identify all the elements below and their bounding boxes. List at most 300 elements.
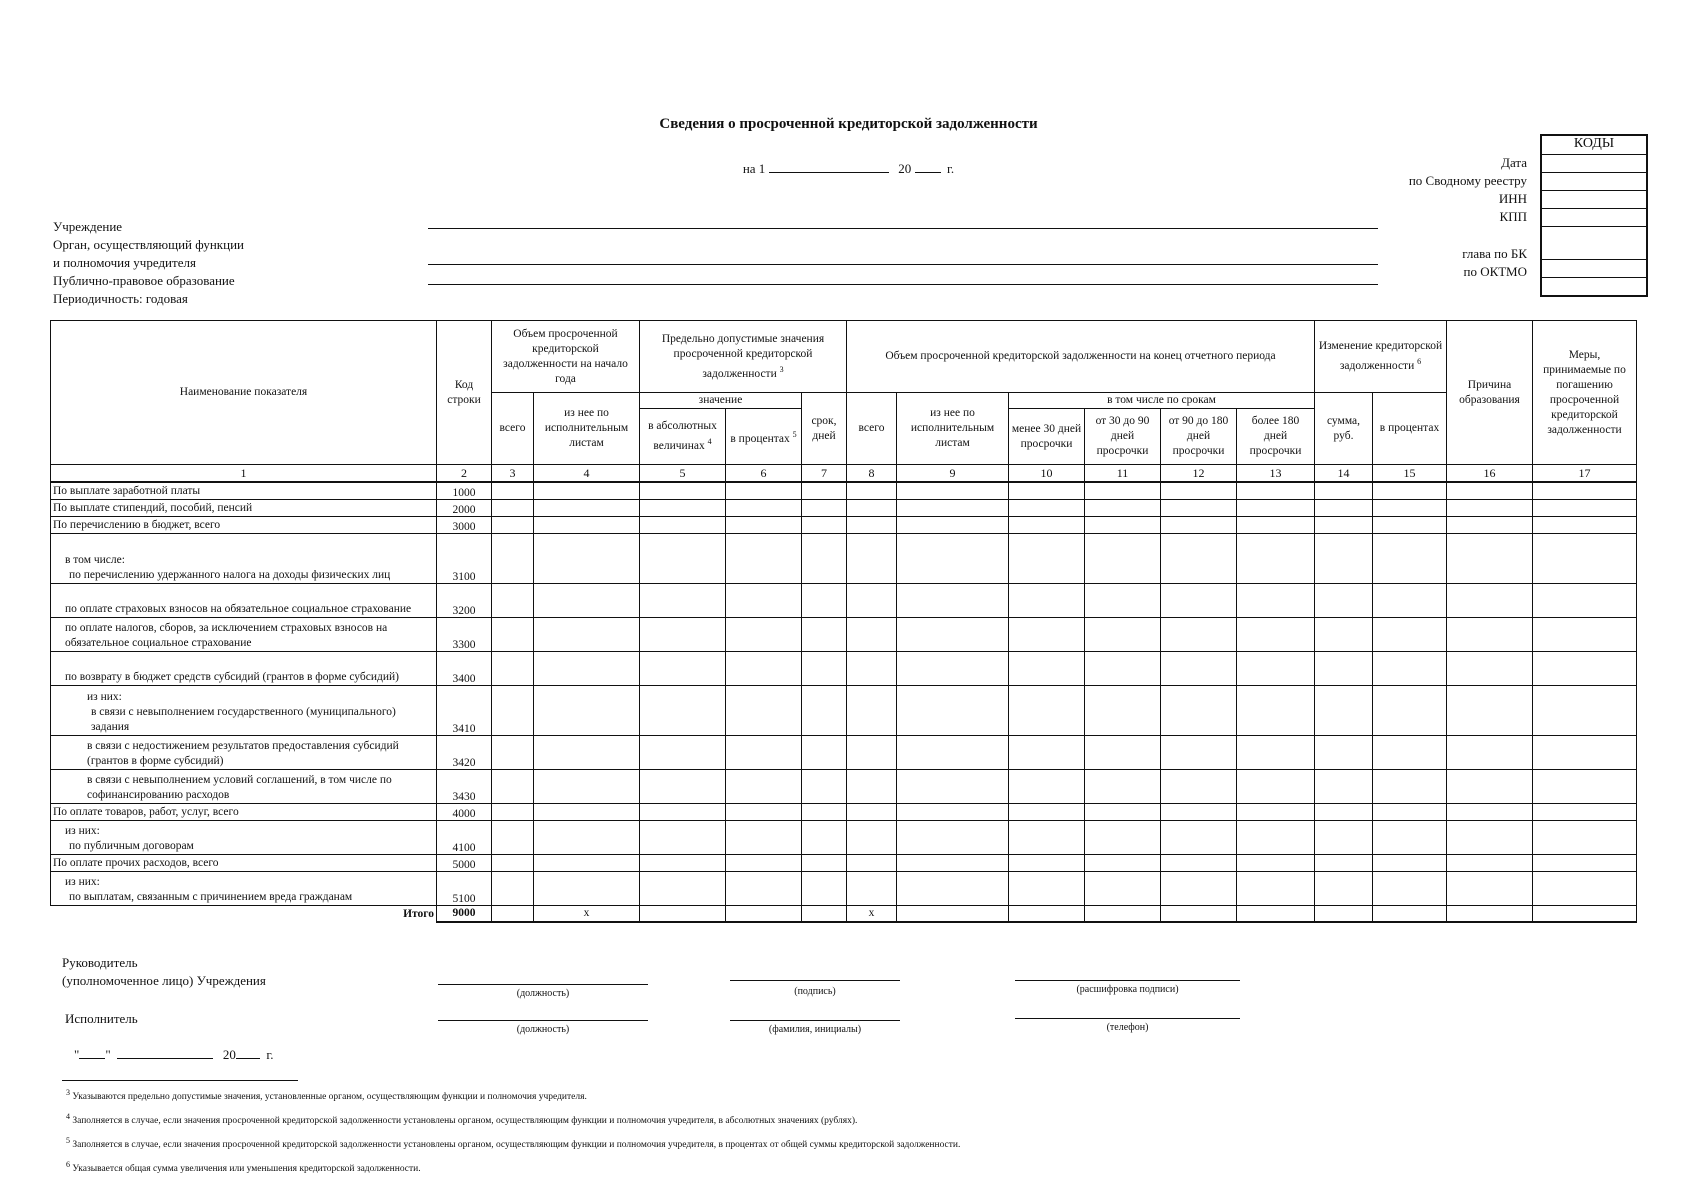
cap-fio: (фамилия, инициалы) <box>768 1024 862 1035</box>
data-cell[interactable] <box>726 735 802 769</box>
data-cell[interactable] <box>726 854 802 871</box>
data-cell[interactable] <box>1009 871 1085 905</box>
data-cell[interactable] <box>492 685 534 735</box>
code-kpp-cell[interactable] <box>1542 208 1646 226</box>
row-name <box>51 820 437 854</box>
col-change-header <box>1315 321 1447 393</box>
data-cell[interactable] <box>1085 735 1161 769</box>
data-cell[interactable] <box>726 617 802 651</box>
day-field[interactable] <box>79 1046 105 1059</box>
code-oktmo-cell[interactable] <box>1542 259 1646 277</box>
data-cell[interactable] <box>1447 583 1533 617</box>
data-cell[interactable] <box>492 533 534 583</box>
col-num: 13 <box>1237 465 1315 483</box>
data-cell[interactable] <box>1009 820 1085 854</box>
data-cell[interactable] <box>1161 482 1237 499</box>
total-cell[interactable] <box>1447 905 1533 922</box>
data-cell[interactable] <box>1315 617 1373 651</box>
data-cell[interactable] <box>492 769 534 803</box>
data-cell[interactable] <box>802 499 847 516</box>
data-cell[interactable] <box>1533 685 1637 735</box>
data-cell[interactable] <box>1161 516 1237 533</box>
data-cell[interactable] <box>1009 617 1085 651</box>
data-cell[interactable] <box>1533 820 1637 854</box>
data-cell[interactable] <box>1447 516 1533 533</box>
data-cell[interactable] <box>1085 820 1161 854</box>
data-cell[interactable] <box>1315 482 1373 499</box>
data-cell[interactable] <box>1085 482 1161 499</box>
data-cell[interactable] <box>492 499 534 516</box>
data-cell[interactable] <box>1373 803 1447 820</box>
year-field[interactable] <box>915 160 941 173</box>
data-cell[interactable] <box>1315 735 1373 769</box>
data-cell[interactable] <box>802 533 847 583</box>
data-cell[interactable] <box>640 533 726 583</box>
data-cell[interactable] <box>1237 499 1315 516</box>
data-cell[interactable] <box>1447 482 1533 499</box>
footnote-5-text: Заполняется в случае, если значения просроченной кредиторской задолженности установлены органом, осуществляющим функции и полномочия учредителя, в процентах от общей суммы кредиторской задолженности. <box>72 1140 961 1151</box>
change-header-text: Изменение кредиторской задолженности <box>1318 340 1443 372</box>
data-cell[interactable] <box>1533 533 1637 583</box>
row-name-subtext: по публичным договорам <box>69 839 194 852</box>
col-end-total: всего <box>847 393 897 465</box>
data-cell[interactable] <box>1315 871 1373 905</box>
data-cell[interactable] <box>897 854 1009 871</box>
data-cell[interactable] <box>534 735 640 769</box>
row-name <box>51 735 437 769</box>
data-cell[interactable] <box>1533 617 1637 651</box>
data-cell[interactable] <box>1237 583 1315 617</box>
head-label-1: Руководитель <box>62 955 138 970</box>
row-code: 2000 <box>437 499 492 516</box>
col-num: 14 <box>1315 465 1373 483</box>
row-code: 4100 <box>437 820 492 854</box>
data-cell[interactable] <box>726 651 802 685</box>
data-cell[interactable] <box>1315 854 1373 871</box>
data-cell[interactable] <box>802 583 847 617</box>
year-prefix: 20 <box>898 161 912 176</box>
data-cell[interactable] <box>897 820 1009 854</box>
data-cell[interactable] <box>1161 583 1237 617</box>
data-cell[interactable] <box>847 617 897 651</box>
data-cell[interactable] <box>1009 803 1085 820</box>
data-cell[interactable] <box>1373 583 1447 617</box>
data-cell[interactable] <box>1373 871 1447 905</box>
data-cell[interactable] <box>1085 769 1161 803</box>
data-cell[interactable] <box>1237 482 1315 499</box>
row-code: 5100 <box>437 871 492 905</box>
data-cell[interactable] <box>534 533 640 583</box>
data-cell[interactable] <box>640 617 726 651</box>
data-cell[interactable] <box>802 803 847 820</box>
data-cell[interactable] <box>1161 820 1237 854</box>
data-cell[interactable] <box>726 516 802 533</box>
total-cell[interactable] <box>1373 905 1447 922</box>
data-cell[interactable] <box>1161 871 1237 905</box>
data-cell[interactable] <box>1373 651 1447 685</box>
data-cell[interactable] <box>1237 871 1315 905</box>
data-cell[interactable] <box>1161 735 1237 769</box>
label-periodicity: Периодичность: годовая <box>53 291 188 306</box>
data-cell[interactable] <box>802 820 847 854</box>
data-cell[interactable] <box>1161 685 1237 735</box>
data-cell[interactable] <box>1009 854 1085 871</box>
executor-position-field[interactable] <box>438 1020 648 1021</box>
data-cell[interactable] <box>1237 769 1315 803</box>
data-cell[interactable] <box>492 854 534 871</box>
data-cell[interactable] <box>847 820 897 854</box>
row-code: 3300 <box>437 617 492 651</box>
data-cell[interactable] <box>802 516 847 533</box>
data-cell[interactable] <box>1315 533 1373 583</box>
table-row <box>51 533 1637 583</box>
data-cell[interactable] <box>726 803 802 820</box>
data-cell[interactable] <box>1373 516 1447 533</box>
table-row <box>51 871 1637 905</box>
data-cell[interactable] <box>1161 651 1237 685</box>
table-row <box>51 651 1637 685</box>
data-cell[interactable] <box>1085 871 1161 905</box>
total-cell[interactable] <box>640 905 726 922</box>
row-name-text: по оплате налогов, сборов, за исключением страховых взносов на обязательное социальное страхование <box>65 621 388 649</box>
col-90-180: от 90 до 180 дней просрочки <box>1161 409 1237 465</box>
data-cell[interactable] <box>640 735 726 769</box>
data-cell[interactable] <box>726 499 802 516</box>
data-cell[interactable] <box>1373 769 1447 803</box>
label-institution: Учреждение <box>53 219 123 234</box>
row-name <box>51 803 437 820</box>
institution-field[interactable] <box>428 228 1378 229</box>
data-cell[interactable] <box>847 516 897 533</box>
data-cell[interactable] <box>492 516 534 533</box>
data-cell[interactable] <box>847 533 897 583</box>
data-cell[interactable] <box>640 803 726 820</box>
data-cell[interactable] <box>1373 617 1447 651</box>
data-cell[interactable] <box>897 685 1009 735</box>
row-name-subtext: по выплатам, связанным с причинением вреда гражданам <box>69 890 353 903</box>
data-cell[interactable] <box>847 685 897 735</box>
executor-fio-field[interactable] <box>730 1020 900 1021</box>
row-name-text: в связи с недостижением результатов предоставления субсидий (грантов в форме субсидий) <box>87 739 399 767</box>
column-numbers-row <box>51 465 1637 483</box>
data-cell[interactable] <box>1373 499 1447 516</box>
data-cell[interactable] <box>1237 533 1315 583</box>
data-cell[interactable] <box>1373 533 1447 583</box>
date-field[interactable] <box>769 160 889 173</box>
data-cell[interactable] <box>492 617 534 651</box>
head-decode-field[interactable] <box>1015 980 1240 981</box>
head-signature-field[interactable] <box>730 980 900 981</box>
col-code-header: Код строки <box>437 321 492 465</box>
data-cell[interactable] <box>1161 499 1237 516</box>
row-name <box>51 516 437 533</box>
data-cell[interactable] <box>1237 803 1315 820</box>
row-name-text: По выплате стипендий, пособий, пенсий <box>53 501 253 514</box>
data-cell[interactable] <box>726 769 802 803</box>
data-cell[interactable] <box>802 685 847 735</box>
data-cell[interactable] <box>1009 735 1085 769</box>
data-cell[interactable] <box>1447 735 1533 769</box>
col-num: 6 <box>726 465 802 483</box>
data-cell[interactable] <box>847 871 897 905</box>
data-cell[interactable] <box>1009 499 1085 516</box>
data-cell[interactable] <box>534 871 640 905</box>
table-row <box>51 735 1637 769</box>
code-inn-cell[interactable] <box>1542 190 1646 208</box>
data-cell[interactable] <box>1009 533 1085 583</box>
data-cell[interactable] <box>1009 583 1085 617</box>
data-cell[interactable] <box>897 651 1009 685</box>
head-label-2: (уполномоченное лицо) Учреждения <box>62 973 266 988</box>
data-cell[interactable] <box>492 871 534 905</box>
data-cell[interactable] <box>1315 499 1373 516</box>
data-cell[interactable] <box>1533 871 1637 905</box>
data-cell[interactable] <box>1533 735 1637 769</box>
total-cell[interactable] <box>1161 905 1237 922</box>
row-name-subtext: в связи с невыполнением государственного (муниципального) задания <box>91 705 396 733</box>
data-cell[interactable] <box>534 499 640 516</box>
col-num: 16 <box>1447 465 1533 483</box>
sign-year-field[interactable] <box>236 1046 260 1059</box>
data-cell[interactable] <box>1085 651 1161 685</box>
cap-signature: (подпись) <box>794 986 836 997</box>
data-cell[interactable] <box>1447 769 1533 803</box>
data-cell[interactable] <box>802 651 847 685</box>
data-cell[interactable] <box>1009 685 1085 735</box>
footnotes <box>66 1083 960 1180</box>
data-cell[interactable] <box>897 871 1009 905</box>
data-cell[interactable] <box>1237 735 1315 769</box>
data-cell[interactable] <box>897 769 1009 803</box>
total-cell[interactable] <box>1533 905 1637 922</box>
data-cell[interactable] <box>1533 583 1637 617</box>
data-cell[interactable] <box>897 803 1009 820</box>
data-cell[interactable] <box>1533 803 1637 820</box>
data-cell[interactable] <box>1533 516 1637 533</box>
data-cell[interactable] <box>1447 651 1533 685</box>
row-name-text: По выплате заработной платы <box>53 484 201 497</box>
month-field[interactable] <box>117 1046 213 1059</box>
col-num: 1 <box>51 465 437 483</box>
row-code: 4000 <box>437 803 492 820</box>
data-cell[interactable] <box>492 735 534 769</box>
data-cell[interactable] <box>640 499 726 516</box>
date-prefix: на 1 <box>742 161 766 176</box>
data-cell[interactable] <box>897 516 1009 533</box>
data-cell[interactable] <box>534 583 640 617</box>
data-cell[interactable] <box>1161 769 1237 803</box>
data-cell[interactable] <box>897 583 1009 617</box>
abs-text: в абсолютных величинах <box>648 420 717 452</box>
data-cell[interactable] <box>1085 685 1161 735</box>
data-cell[interactable] <box>1315 769 1373 803</box>
data-cell[interactable] <box>1161 617 1237 651</box>
data-cell[interactable] <box>1085 583 1161 617</box>
col-measures-header: Меры, принимаемые по погашению просроченной кредиторской задолженности <box>1533 321 1637 465</box>
table-row <box>51 482 1637 499</box>
head-position-field[interactable] <box>438 984 648 985</box>
data-cell[interactable] <box>802 769 847 803</box>
col-abs <box>640 409 726 465</box>
data-cell[interactable] <box>1533 854 1637 871</box>
data-cell[interactable] <box>1447 533 1533 583</box>
data-cell[interactable] <box>640 871 726 905</box>
data-cell[interactable] <box>802 854 847 871</box>
col-num: 11 <box>1085 465 1161 483</box>
row-name <box>51 499 437 516</box>
total-cell[interactable] <box>726 905 802 922</box>
footnote-6-text: Указывается общая сумма увеличения или уменьшения кредиторской задолженности. <box>72 1164 421 1175</box>
data-cell[interactable] <box>534 685 640 735</box>
footnote-5-sup: 5 <box>66 1136 70 1146</box>
data-cell[interactable] <box>1237 854 1315 871</box>
data-cell[interactable] <box>847 499 897 516</box>
data-cell[interactable] <box>847 854 897 871</box>
data-cell[interactable] <box>1447 803 1533 820</box>
data-cell[interactable] <box>640 482 726 499</box>
data-cell[interactable] <box>1085 617 1161 651</box>
code-registry-cell[interactable] <box>1542 172 1646 190</box>
total-cell[interactable] <box>1085 905 1161 922</box>
code-extra-cell[interactable] <box>1542 277 1646 295</box>
data-cell[interactable] <box>534 651 640 685</box>
data-cell[interactable] <box>1447 685 1533 735</box>
data-cell[interactable] <box>534 516 640 533</box>
data-cell[interactable] <box>847 482 897 499</box>
data-cell[interactable] <box>802 735 847 769</box>
data-cell[interactable] <box>492 651 534 685</box>
data-cell[interactable] <box>1315 651 1373 685</box>
data-cell[interactable] <box>534 820 640 854</box>
data-cell[interactable] <box>726 820 802 854</box>
data-cell[interactable] <box>534 854 640 871</box>
data-cell[interactable] <box>1085 854 1161 871</box>
data-cell[interactable] <box>726 871 802 905</box>
data-cell[interactable] <box>1237 617 1315 651</box>
data-cell[interactable] <box>1161 533 1237 583</box>
data-cell[interactable] <box>492 820 534 854</box>
data-cell[interactable] <box>640 769 726 803</box>
footnote-6-sup: 6 <box>66 1160 70 1170</box>
data-cell[interactable] <box>1373 820 1447 854</box>
data-cell[interactable] <box>847 769 897 803</box>
data-cell[interactable] <box>897 499 1009 516</box>
total-cell[interactable] <box>492 905 534 922</box>
total-cell[interactable] <box>1237 905 1315 922</box>
data-cell[interactable] <box>1447 617 1533 651</box>
data-cell[interactable] <box>1447 499 1533 516</box>
data-cell[interactable] <box>847 651 897 685</box>
col-name-header: Наименование показателя <box>51 321 437 465</box>
sign-date: " " 20 г. <box>74 1047 274 1062</box>
data-cell[interactable] <box>534 769 640 803</box>
data-cell[interactable] <box>1237 820 1315 854</box>
data-cell[interactable] <box>1315 685 1373 735</box>
data-cell[interactable] <box>1533 482 1637 499</box>
data-cell[interactable] <box>534 482 640 499</box>
data-cell[interactable] <box>1085 533 1161 583</box>
data-cell[interactable] <box>1161 854 1237 871</box>
data-cell[interactable] <box>1447 871 1533 905</box>
data-cell[interactable] <box>640 516 726 533</box>
row-name-text: в связи с невыполнением условий соглашений, в том числе по софинансированию расходов <box>87 773 392 801</box>
data-cell[interactable] <box>1009 482 1085 499</box>
data-cell[interactable] <box>726 533 802 583</box>
data-cell[interactable] <box>897 482 1009 499</box>
data-cell[interactable] <box>1373 854 1447 871</box>
data-cell[interactable] <box>802 617 847 651</box>
code-bk-cell[interactable] <box>1542 226 1646 259</box>
data-cell[interactable] <box>1085 499 1161 516</box>
data-cell[interactable] <box>726 583 802 617</box>
data-cell[interactable] <box>492 482 534 499</box>
data-cell[interactable] <box>897 533 1009 583</box>
data-cell[interactable] <box>847 803 897 820</box>
data-cell[interactable] <box>1533 499 1637 516</box>
data-cell[interactable] <box>1237 651 1315 685</box>
data-cell[interactable] <box>726 482 802 499</box>
data-cell[interactable] <box>897 735 1009 769</box>
data-cell[interactable] <box>1447 854 1533 871</box>
code-label-inn: ИНН <box>1498 191 1527 206</box>
data-cell[interactable] <box>1533 769 1637 803</box>
total-cell[interactable] <box>802 905 847 922</box>
data-cell[interactable] <box>847 735 897 769</box>
data-cell[interactable] <box>640 651 726 685</box>
data-cell[interactable] <box>640 685 726 735</box>
data-cell[interactable] <box>1315 803 1373 820</box>
data-cell[interactable] <box>1085 516 1161 533</box>
public-entity-field[interactable] <box>428 284 1378 285</box>
data-cell[interactable] <box>492 583 534 617</box>
total-cell[interactable] <box>1315 905 1373 922</box>
data-cell[interactable] <box>1315 583 1373 617</box>
data-cell[interactable] <box>640 854 726 871</box>
data-cell[interactable] <box>1009 516 1085 533</box>
data-cell[interactable] <box>1373 685 1447 735</box>
data-cell[interactable] <box>640 820 726 854</box>
data-cell[interactable] <box>1161 803 1237 820</box>
data-cell[interactable] <box>1085 803 1161 820</box>
executor-phone-field[interactable] <box>1015 1018 1240 1019</box>
data-cell[interactable] <box>847 583 897 617</box>
data-cell[interactable] <box>1315 820 1373 854</box>
data-cell[interactable] <box>534 617 640 651</box>
data-cell[interactable] <box>802 871 847 905</box>
data-cell[interactable] <box>726 685 802 735</box>
data-cell[interactable] <box>1009 651 1085 685</box>
data-cell[interactable] <box>1373 482 1447 499</box>
founder-field[interactable] <box>428 264 1378 265</box>
data-cell[interactable] <box>897 617 1009 651</box>
total-cell[interactable] <box>1009 905 1085 922</box>
data-cell[interactable] <box>1237 516 1315 533</box>
data-cell[interactable] <box>802 482 847 499</box>
data-cell[interactable] <box>492 803 534 820</box>
data-cell[interactable] <box>640 583 726 617</box>
data-cell[interactable] <box>534 803 640 820</box>
data-cell[interactable] <box>1533 651 1637 685</box>
data-cell[interactable] <box>1315 516 1373 533</box>
footnote-6 <box>66 1155 960 1179</box>
total-cell[interactable] <box>897 905 1009 922</box>
data-cell[interactable] <box>1373 735 1447 769</box>
row-name-subtext: по перечислению удержанного налога на доходы физических лиц <box>69 568 391 581</box>
data-cell[interactable] <box>1447 820 1533 854</box>
data-cell[interactable] <box>1237 685 1315 735</box>
code-date-cell[interactable] <box>1542 154 1646 172</box>
data-cell[interactable] <box>1009 769 1085 803</box>
